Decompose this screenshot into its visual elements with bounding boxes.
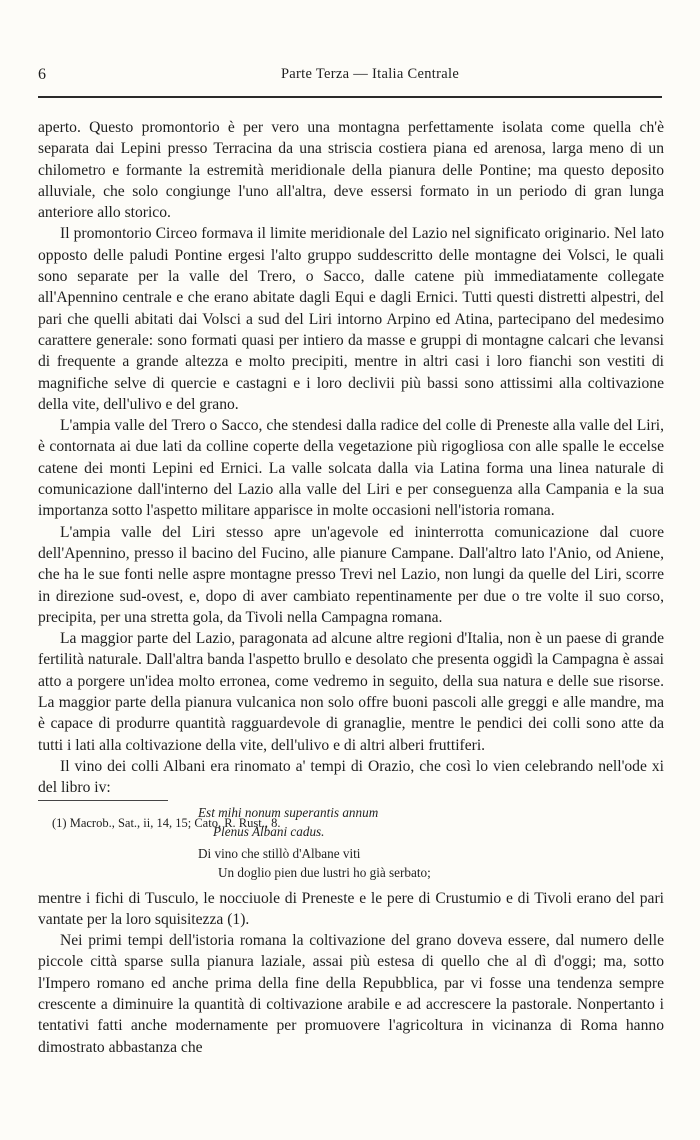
paragraph: Il promontorio Circeo formava il limite meridionale del Lazio nel significato originario. Nel lato opposto delle paludi Pontine ergesi l'alto gruppo suddescritto delle montagne dei Volsci, le quali sono separate per la valle del Trero, o Sacco, dalle catene più immediatamente collegate all'Apennino centrale e che erano abitate dagli Equi e dagli Ernici. Tutti questi distretti alpestri, del pari che quelli abitati dai Volsci a sud del Liri intorno Arpino ed Atina, partecipano del medesimo carattere generale: sono formati quasi per intiero da masse e gruppi di montagne calcari che levansi di frequente a grande altezza e molto precipiti, mentre in altri casi i loro fianchi son vestiti di magnifiche selve di quercie e castagni e i loro declivii più bassi sono attissimi alla coltivazione della vite, dell'ulivo e del grano. (38, 225, 664, 413)
paragraph: L'ampia valle del Liri stesso apre un'agevole ed ininterrotta comunicazione dal cuore dell'Apennino, presso il bacino del Fucino, alle pianure Campane. Dall'altro lato l'Anio, od Aniene, che ha le sue fonti nelle aspre montagne presso Trevi nel Lazio, non lungi da quelle del Liri, scorre in direzione sud-ovest, e, dopo di aver cambiato repentinamente per due o tre volte il suo corso, precipita, per una stretta gola, da Tivoli nella Campagna romana. (38, 523, 664, 626)
italian-verse-line: Un doglio pien due lustri ho già serbato; (218, 864, 431, 880)
verse-quotation (38, 803, 664, 882)
paragraph: L'ampia valle del Trero o Sacco, che stendesi dalla radice del colle di Preneste alla valle del Liri, è contornata ai due lati da colline coperte della vegetazione più rigogliosa con alle spalle le eccelse catene dei monti Lepini ed Ernici. La valle solcata dalla via Latina forma una linea naturale di comunicazione dall'interno del Lazio alla valle del Liri e per conseguenza alla Campania e la sua importanza sotto l'aspetto militare apparisce in molte occasioni nell'istoria romana. (38, 417, 664, 520)
footnote-rule (38, 800, 168, 801)
running-head: Parte Terza — Italia Centrale (280, 66, 460, 82)
paragraph: La maggior parte del Lazio, paragonata ad alcune altre regioni d'Italia, non è un paese di grande fertilità naturale. Dall'altra banda l'aspetto brullo e desolato che presenta oggidì la Campagna è assai atto a porgere un'idea molto erronea, come vedremo in seguito, della sua natura e delle sue risorse. La maggior parte della pianura vulcanica non solo offre buoni pascoli alle greggi e alle mandre, ma è capace di produrre quantità ragguardevole di granaglie, mentre le pendici dei colli sono atte da tutti i lati alla coltivazione della vite, dell'ulivo e di altri alberi fruttiferi. (38, 630, 664, 754)
header-rule (38, 96, 662, 98)
page-body (38, 117, 664, 1058)
footnote: (1) Macrob., Sat., ii, 14, 15; Cato, R. Rust., 8. (52, 816, 281, 830)
latin-verse-line: Est mihi nonum superantis annum (198, 804, 379, 820)
paragraph: Il vino dei colli Albani era rinomato a' tempi di Orazio, che così lo vien celebrando nell'ode xi del libro iv: (38, 757, 664, 797)
paragraph: aperto. Questo promontorio è per vero una montagna perfettamente isolata come quella ch'è separata dai Lepini presso Terracina da una striscia costiera piana ed arenosa, larga meno di un chilometro e formante la estremità meridionale della pianura delle Pontine; ma questo deposito alluviale, che solo congiunge l'uno all'altra, deve essersi formato in un periodo di gran lunga anteriore allo storico. (38, 119, 664, 222)
page-number: 6 (38, 66, 46, 83)
italian-verse-line: Di vino che stillò d'Albane viti (198, 845, 361, 861)
paragraph: Nei primi tempi dell'istoria romana la coltivazione del grano doveva essere, dal numero delle piccole città sparse sulla pianura laziale, assai più estesa di quello che al dì d'oggi; ma, sotto l'Impero romano ed anche prima della fine della Repubblica, par vi fosse una tendenza sempre crescente a diminuire la quantità di coltivazione arabile e ad accrescere la pastorale. Nonpertanto i tentativi fatti anche modernamente per promuovere l'agricoltura in vicinanza di Roma hanno dimostrato abbastanza che (38, 932, 664, 1056)
page-header (38, 62, 662, 90)
paragraph: mentre i fichi di Tusculo, le nocciuole di Preneste e le pere di Crustumio e di Tivoli erano del pari vantate per la loro squisitezza (1). (38, 889, 664, 928)
latin-verse-line: Plenus Albani cadus. (213, 823, 325, 839)
